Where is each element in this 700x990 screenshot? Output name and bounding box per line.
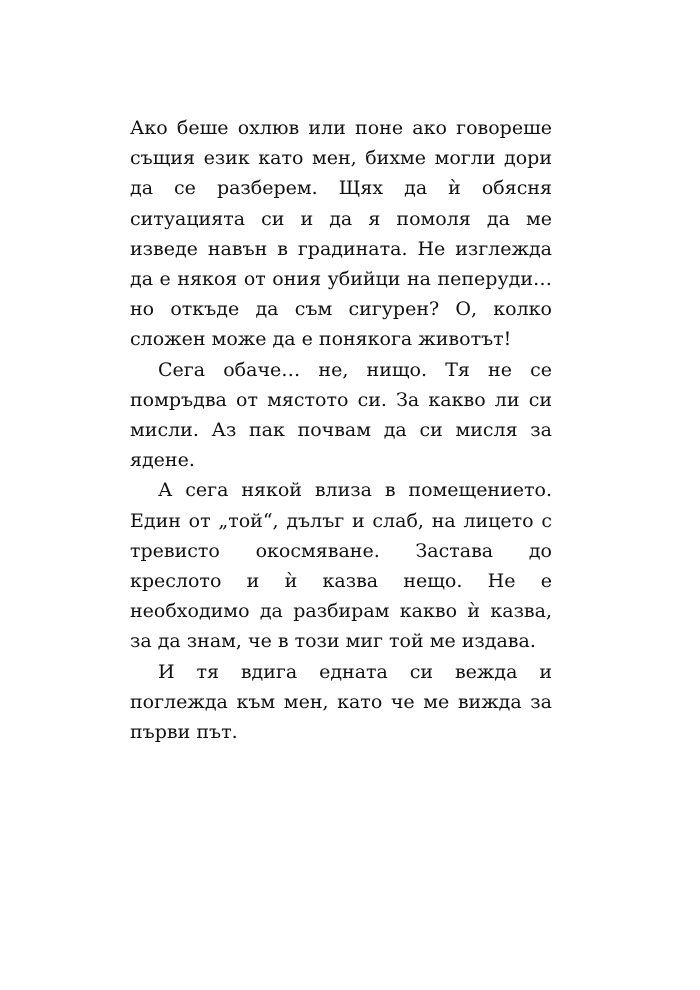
paragraph-2: Сега обаче… не, нищо. Тя не се помръдва от мястото си. За какво ли си мисли. Аз пак почвам да си мисля за ядене. [130,358,552,472]
body-text [130,113,552,747]
paragraph-3: А сега някой влиза в помещението. Един от „той“, дълъг и слаб, на лицето с тревисто окосмяване. Застава до креслото и ѝ казва нещо. Не е необходимо да разбирам какво ѝ казва, за да знам, че в този миг той ме издава. [130,479,552,653]
paragraph-1: Ако беше охлюв или поне ако говореше същия език като мен, бихме могли дори да се разберем. Щях да ѝ обясня ситуацията си и да я помоля да ме изведе навън в градината. Не изглежда да е някоя от ония убийци на пеперуди… но откъде да съм сигурен? О, колко сложен може да е понякога животът! [130,117,552,351]
paragraph-4: И тя вдига едната си вежда и поглежда към мен, като че ме вижда за първи път. [130,660,552,744]
